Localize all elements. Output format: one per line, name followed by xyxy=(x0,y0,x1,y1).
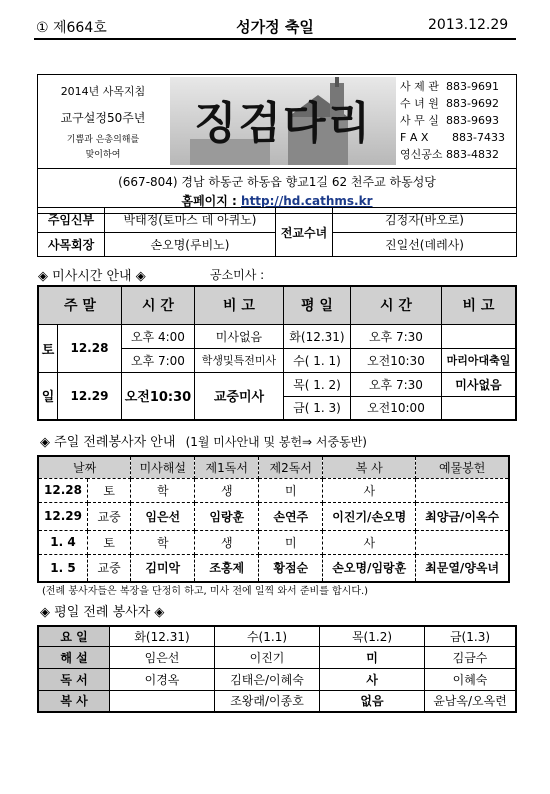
cell-reading2: 황점순 xyxy=(259,554,323,582)
row-date: 12.29 xyxy=(38,502,88,530)
cell-reading1: 생 xyxy=(195,478,259,502)
contact-row xyxy=(400,129,516,146)
contact-label: 사 무 실 xyxy=(400,114,439,127)
priest-label: 주임신부 xyxy=(38,208,105,233)
row-kind: 교중 xyxy=(88,554,131,582)
row-date: 1. 4 xyxy=(38,530,88,554)
weekday-time: 오전10:00 xyxy=(350,396,441,420)
weekday-day: 화(12.31) xyxy=(283,324,350,348)
mass-heading: ◈ 미사시간 안내 ◈ xyxy=(38,269,146,284)
weekday-servers-table xyxy=(37,625,517,713)
servers-footnote: (전례 봉사자들은 복장을 단정히 하고, 미사 전에 일찍 와서 준비를 합시다.) xyxy=(42,586,369,597)
row-date: 12.28 xyxy=(38,478,88,502)
chair-label: 사목회장 xyxy=(38,232,105,257)
role-cell xyxy=(110,690,215,712)
newsletter-logo: 징검다리 xyxy=(193,98,372,149)
role-commentary: 해 설 xyxy=(38,646,110,668)
sunday-servers-table xyxy=(37,455,510,583)
role-cell: 김태은/이혜숙 xyxy=(215,668,320,690)
contact-row xyxy=(400,95,516,112)
issue-number: ① 제664호 xyxy=(36,20,107,36)
weekday-header-day: 금(1.3) xyxy=(425,626,517,646)
row-kind: 교중 xyxy=(88,502,131,530)
cell-commentary: 김미악 xyxy=(131,554,195,582)
jubilee-sub2: 맞이하여 xyxy=(85,150,121,160)
col-weekday: 평 일 xyxy=(283,286,350,324)
header-commentary: 미사해설 xyxy=(131,456,195,478)
weekday-time: 오전10:30 xyxy=(350,348,441,372)
weekday-note xyxy=(441,396,516,420)
role-cell: 김금수 xyxy=(425,646,517,668)
sat-time-2: 오후 7:00 xyxy=(121,348,194,372)
contact-label: 사 제 관 xyxy=(400,80,439,93)
gongso-label: 공소미사 : xyxy=(210,268,265,282)
mass-table xyxy=(37,285,517,421)
contact-row xyxy=(400,146,516,163)
sunday-servers-heading xyxy=(40,431,367,450)
role-cell: 사 xyxy=(320,668,425,690)
row-kind: 토 xyxy=(88,530,131,554)
row-kind: 토 xyxy=(88,478,131,502)
cell-reading2: 손연주 xyxy=(259,502,323,530)
cell-commentary: 임은선 xyxy=(131,502,195,530)
masthead xyxy=(37,74,517,214)
sat-note-2: 학생및특전미사 xyxy=(194,348,283,372)
cell-commentary: 학 xyxy=(131,478,195,502)
cell-commentary: 학 xyxy=(131,530,195,554)
cell-altar: 사 xyxy=(323,478,416,502)
jubilee-top: 2014년 사목지침 xyxy=(60,85,146,98)
cell-reading2: 미 xyxy=(259,478,323,502)
page-title: 성가정 축일 xyxy=(236,18,314,36)
col-note2: 비 고 xyxy=(441,286,516,324)
role-cell: 없음 xyxy=(320,690,425,712)
issue-date: 2013.12.29 xyxy=(428,17,509,33)
role-cell: 이진기 xyxy=(215,646,320,668)
weekday-note xyxy=(441,324,516,348)
address: (667-804) 경남 하동군 하동읍 향교1길 62 천주교 하동성당 xyxy=(118,175,436,189)
sun-label: 일 xyxy=(38,372,58,420)
jubilee-sub1: 기쁨과 은총의해를 xyxy=(66,135,140,145)
contact-label: 수 녀 원 xyxy=(400,97,439,110)
cell-reading1: 조홍제 xyxy=(195,554,259,582)
header-reading1: 제1독서 xyxy=(195,456,259,478)
contact-phone: 883-9693 xyxy=(446,114,499,127)
contact-phone: 883-7433 xyxy=(452,131,505,144)
col-sunday: 주 말 xyxy=(38,286,121,324)
address-divider xyxy=(38,168,516,169)
role-cell: 미 xyxy=(320,646,425,668)
sat-label: 토 xyxy=(38,324,58,372)
logo-area xyxy=(170,77,396,165)
nun-label: 전교수녀 xyxy=(276,208,333,257)
sun-time: 오전10:30 xyxy=(121,372,194,420)
jubilee-main: 교구설정50주년 xyxy=(60,111,146,125)
sunday-servers-title: ◈ 주일 전례봉사자 안내 xyxy=(40,435,176,450)
contact-phone: 883-4832 xyxy=(446,148,499,161)
cell-offering xyxy=(416,478,509,502)
sun-date: 12.29 xyxy=(58,372,122,420)
role-cell: 이혜숙 xyxy=(425,668,517,690)
header-date: 날짜 xyxy=(38,456,131,478)
weekday-time: 오후 7:30 xyxy=(350,324,441,348)
contact-phone: 883-9692 xyxy=(446,97,499,110)
weekday-header-day: 수(1.1) xyxy=(215,626,320,646)
sunday-servers-note: (1월 미사안내 및 봉헌⇒ 서중동반) xyxy=(185,435,367,449)
weekday-note: 미사없음 xyxy=(441,372,516,396)
cell-offering xyxy=(416,530,509,554)
priest-name: 박태정(토마스 데 아퀴노) xyxy=(105,208,276,233)
role-altar: 복 사 xyxy=(38,690,110,712)
weekday-header-day: 화(12.31) xyxy=(110,626,215,646)
cell-altar: 사 xyxy=(323,530,416,554)
contact-phone: 883-9691 xyxy=(446,80,499,93)
weekday-header-day: 목(1.2) xyxy=(320,626,425,646)
nun-name-1: 김정자(바오로) xyxy=(333,208,517,233)
role-cell: 이경옥 xyxy=(110,668,215,690)
contact-label: F A X xyxy=(400,131,429,144)
weekday-time: 오후 7:30 xyxy=(350,372,441,396)
cell-reading1: 임랑훈 xyxy=(195,502,259,530)
contact-row xyxy=(400,112,516,129)
role-cell: 윤남옥/오옥련 xyxy=(425,690,517,712)
role-reading: 독 서 xyxy=(38,668,110,690)
weekday-servers-heading: ◈ 평일 전례 봉사자 ◈ xyxy=(40,605,165,620)
header-altar: 복 사 xyxy=(323,456,416,478)
header-rule xyxy=(34,38,516,40)
weekday-day: 수( 1. 1) xyxy=(283,348,350,372)
cell-offering: 최양금/이옥수 xyxy=(416,502,509,530)
staff-table xyxy=(37,207,517,257)
row-date: 1. 5 xyxy=(38,554,88,582)
chair-name: 손오명(루비노) xyxy=(105,232,276,257)
header-reading2: 제2독서 xyxy=(259,456,323,478)
role-cell: 임은선 xyxy=(110,646,215,668)
homepage-label: 홈페이지 : xyxy=(181,194,242,208)
homepage-link[interactable]: http://hd.cathms.kr xyxy=(241,194,373,208)
cell-altar: 이진기/손오명 xyxy=(323,502,416,530)
jubilee-box xyxy=(40,77,166,165)
cell-offering: 최문열/양옥녀 xyxy=(416,554,509,582)
contact-list xyxy=(400,78,516,163)
weekday-day: 목( 1. 2) xyxy=(283,372,350,396)
cell-reading2: 미 xyxy=(259,530,323,554)
cell-altar: 손오명/임랑훈 xyxy=(323,554,416,582)
weekday-note: 마리아대축일 xyxy=(441,348,516,372)
col-note: 비 고 xyxy=(194,286,283,324)
weekday-day: 금( 1. 3) xyxy=(283,396,350,420)
header-offering: 예물봉헌 xyxy=(416,456,509,478)
contact-row xyxy=(400,78,516,95)
sat-note-1: 미사없음 xyxy=(194,324,283,348)
sat-date: 12.28 xyxy=(58,324,122,372)
sun-note: 교중미사 xyxy=(194,372,283,420)
cell-reading1: 생 xyxy=(195,530,259,554)
col-time2: 시 간 xyxy=(350,286,441,324)
contact-label: 영신공소 xyxy=(400,148,443,161)
sat-time-1: 오후 4:00 xyxy=(121,324,194,348)
col-time: 시 간 xyxy=(121,286,194,324)
weekday-header-label: 요 일 xyxy=(38,626,110,646)
role-cell: 조왕래/이종호 xyxy=(215,690,320,712)
nun-name-2: 진일선(데레사) xyxy=(333,232,517,257)
